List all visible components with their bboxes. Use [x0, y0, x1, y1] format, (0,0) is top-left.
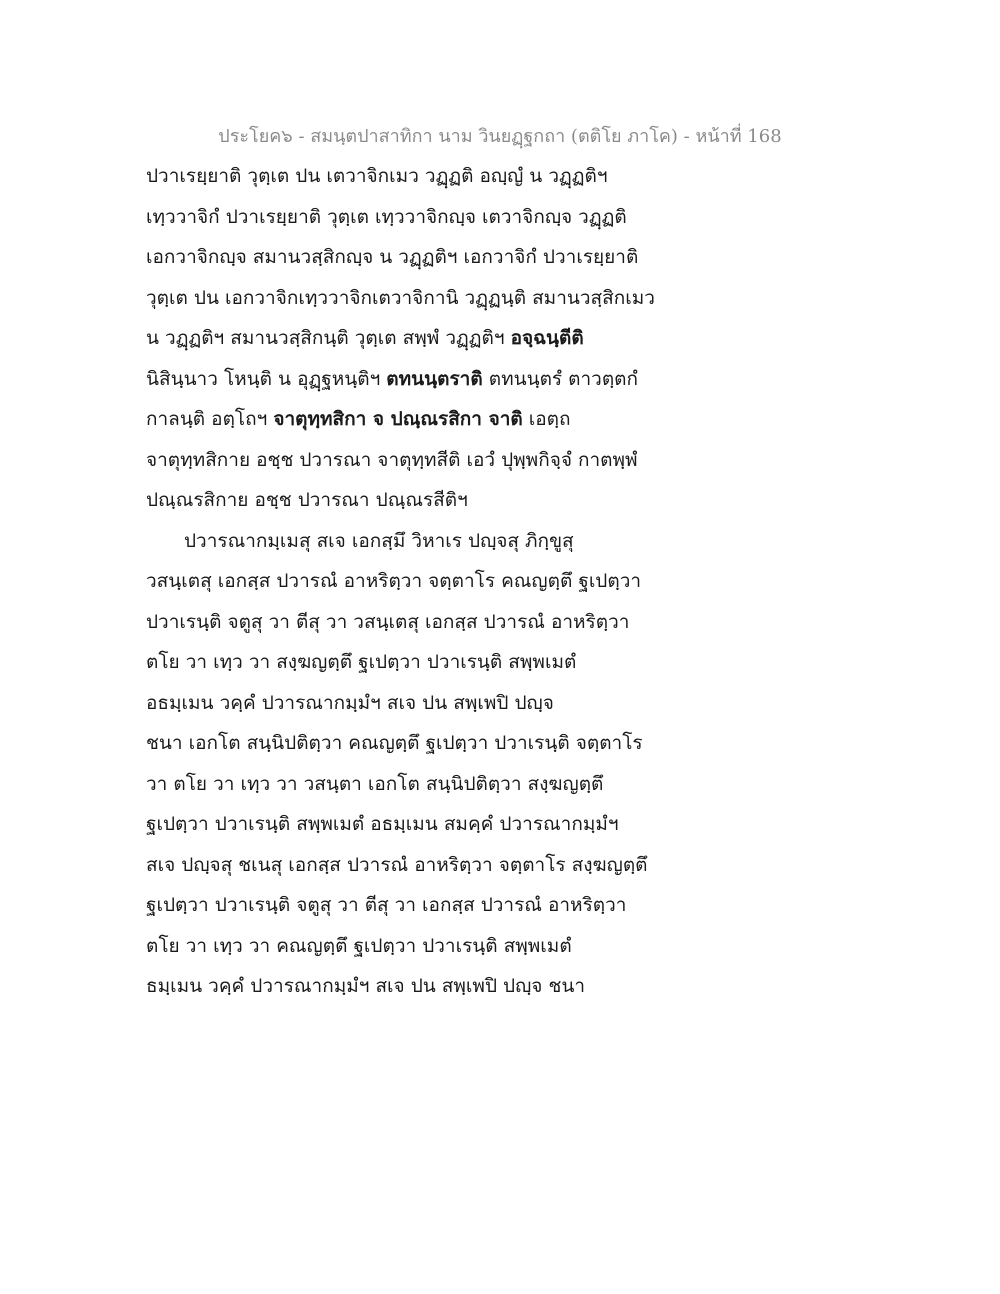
- text-run: จาตุทฺทสิกาย อชฺช ปวารณา จาตุทฺทสีติ เอวํ ปุพฺพกิจฺจํ กาตพฺพํ: [146, 448, 638, 471]
- text-run: ปวาเรนฺติ จตูสุ วา ตีสุ วา วสนฺเตสุ เอกสฺส ปวารณํ อาหริตฺวา: [146, 610, 630, 633]
- text-run: ตโย วา เทฺว วา คณญตฺตึ ฐเปตฺวา ปวาเรนฺติ สพฺพเมตํ: [146, 934, 572, 957]
- text-run: อธมฺเมน วคฺคํ ปวารณากมฺมํฯ สเจ ปน สพฺเพปิ ปญฺจ: [146, 691, 554, 714]
- text-line: [146, 683, 706, 724]
- paragraph-start-line: [146, 521, 706, 562]
- text-run: ฐเปตฺวา ปวาเรนฺติ สพฺพเมตํ อธมฺเมน สมคฺคํ ปวารณากมฺมํฯ: [146, 813, 619, 835]
- text-line: [146, 764, 706, 805]
- bold-term: อจฺฉนฺตีติ: [510, 327, 584, 349]
- text-run: นิสินฺนาว โหนฺติ น อุฏฺฐหนฺติฯ: [146, 367, 387, 390]
- bold-term: จาตุทฺทสิกา จ ปณฺณรสิกา จาติ: [273, 408, 523, 430]
- text-run: เอตฺถ: [522, 408, 571, 430]
- text-run: กาลนฺติ อตฺโถฯ: [146, 408, 274, 430]
- text-run: วสนฺเตสุ เอกสฺส ปวารณํ อาหริตฺวา จตฺตาโร คณญตฺตึ ฐเปตฺวา: [146, 570, 642, 592]
- text-run: ชนา เอกโต สนฺนิปติตฺวา คณญตฺตึ ฐเปตฺวา ปวาเรนฺติ จตฺตาโร: [146, 732, 643, 754]
- text-line: [146, 318, 706, 359]
- bold-term: ตทนนฺตราติ: [386, 367, 483, 390]
- text-run: ปวารณากมฺเมสุ สเจ เอกสฺมึ วิหาเร ปญฺจสุ ภิกฺขูสุ: [184, 529, 574, 552]
- text-run: ปวาเรยฺยาติ วุตฺเต ปน เตวาจิกเมว วฏฺฏติ อญฺญํ น วฏฺฏติฯ: [146, 165, 608, 187]
- text-line: [146, 156, 706, 197]
- text-line: [146, 197, 706, 238]
- text-line: [146, 561, 706, 602]
- text-line: [146, 723, 706, 764]
- text-line: [146, 440, 706, 481]
- text-run: ตโย วา เทฺว วา สงฺฆญตฺตึ ฐเปตฺวา ปวาเรนฺติ สพฺพเมตํ: [146, 651, 577, 673]
- text-run: ธมฺเมน วคฺคํ ปวารณากมฺมํฯ สเจ ปน สพฺเพปิ ปญฺจ ชนา: [146, 975, 586, 997]
- text-run: ปณฺณรสิกาย อชฺช ปวารณา ปณฺณรสีติฯ: [146, 489, 468, 511]
- body-text: [146, 156, 706, 1007]
- text-run: เอกวาจิกญฺจ สมานวสฺสิกญฺจ น วฏฺฏติฯ เอกวาจิกํ ปวาเรยฺยาติ: [146, 246, 639, 268]
- text-line: [146, 602, 706, 643]
- text-run: เทฺววาจิกํ ปวาเรยฺยาติ วุตฺเต เทฺววาจิกญฺจ เตวาจิกญฺจ วฏฺฏติ: [146, 205, 627, 228]
- page-header: [0, 121, 1000, 150]
- text-run: น วฏฺฏติฯ สมานวสฺสิกนฺติ วุตฺเต สพฺพํ วฏฺฏติฯ: [146, 327, 511, 349]
- text-line: [146, 926, 706, 967]
- text-run: ฐเปตฺวา ปวาเรนฺติ จตูสุ วา ตีสุ วา เอกสฺส ปวารณํ อาหริตฺวา: [146, 894, 627, 916]
- text-line: [146, 237, 706, 278]
- text-line: [146, 845, 706, 886]
- text-line: [146, 399, 706, 440]
- text-line: [146, 278, 706, 319]
- text-line: [146, 966, 706, 1007]
- text-line: [146, 480, 706, 521]
- text-line: [146, 804, 706, 845]
- text-line: [146, 642, 706, 683]
- text-run: สเจ ปญฺจสุ ชเนสุ เอกสฺส ปวารณํ อาหริตฺวา จตฺตาโร สงฺฆญตฺตึ: [146, 853, 648, 876]
- text-line: [146, 359, 706, 400]
- header-text: ประโยค๖ - สมนฺตปาสาทิกา นาม วินยฏฺฐกถา (ตติโย ภาโค) - หน้าที่ 168: [218, 126, 782, 147]
- text-line: [146, 885, 706, 926]
- text-run: วา ตโย วา เทฺว วา วสนฺตา เอกโต สนฺนิปติตฺวา สงฺฆญตฺตึ: [146, 772, 604, 795]
- text-run: วุตฺเต ปน เอกวาจิกเทฺววาจิกเตวาจิกานิ วฏฺฏนฺติ สมานวสฺสิกเมว: [146, 286, 655, 309]
- text-run: ตทนนฺตรํ ตาวตฺตกํ: [482, 367, 639, 390]
